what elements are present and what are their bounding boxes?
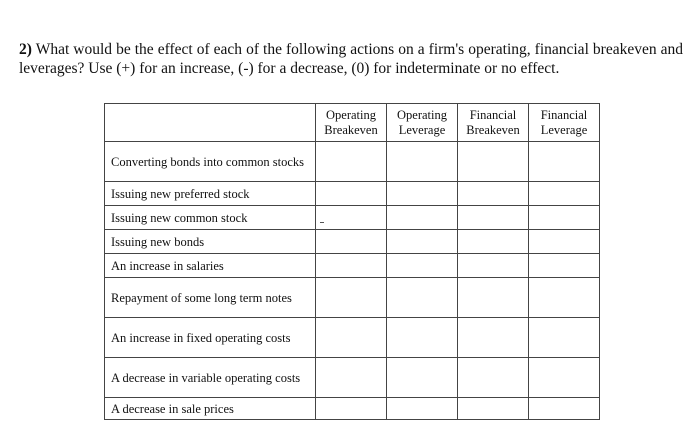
table-row <box>105 230 600 254</box>
answer-cell[interactable] <box>316 358 387 398</box>
row-label: An increase in salaries <box>105 254 316 278</box>
question-text <box>19 40 683 78</box>
answer-cell[interactable] <box>458 278 529 318</box>
table-row <box>105 254 600 278</box>
answer-cell[interactable] <box>316 142 387 182</box>
question-number: 2) <box>19 41 32 58</box>
answer-cell[interactable] <box>458 142 529 182</box>
answer-cell[interactable] <box>529 358 600 398</box>
answer-cell[interactable] <box>529 182 600 206</box>
table-row <box>105 206 600 230</box>
effects-table <box>104 103 600 420</box>
row-label: Issuing new common stock <box>105 206 316 230</box>
answer-cell[interactable] <box>529 254 600 278</box>
answer-cell[interactable] <box>529 230 600 254</box>
header-row <box>105 104 600 142</box>
answer-cell[interactable] <box>529 206 600 230</box>
answer-cell[interactable] <box>316 206 387 230</box>
column-header-operating-breakeven: Operating Breakeven <box>316 104 387 142</box>
answer-cell[interactable] <box>529 398 600 420</box>
column-header-financial-leverage: Financial Leverage <box>529 104 600 142</box>
answer-cell[interactable] <box>458 254 529 278</box>
answer-cell[interactable] <box>529 278 600 318</box>
answer-cell[interactable] <box>387 398 458 420</box>
row-label: Issuing new bonds <box>105 230 316 254</box>
pen-mark <box>320 222 324 223</box>
table-row <box>105 182 600 206</box>
row-label: Converting bonds into common stocks <box>105 142 316 182</box>
answer-cell[interactable] <box>387 230 458 254</box>
answer-cell[interactable] <box>458 358 529 398</box>
column-header-operating-leverage: Operating Leverage <box>387 104 458 142</box>
table-row <box>105 358 600 398</box>
answer-cell[interactable] <box>458 182 529 206</box>
question-body: What would be the effect of each of the following actions on a firm's operating, financial breakeven and leverages? Use (+) for an increase, (-) for a decrease, (0) for indeterminate or no effect. <box>19 41 683 77</box>
table-row <box>105 278 600 318</box>
corner-cell <box>105 104 316 142</box>
answer-cell[interactable] <box>316 278 387 318</box>
answer-cell[interactable] <box>387 278 458 318</box>
answer-cell[interactable] <box>316 398 387 420</box>
answer-cell[interactable] <box>458 398 529 420</box>
answer-cell[interactable] <box>458 318 529 358</box>
answer-cell[interactable] <box>316 318 387 358</box>
answer-cell[interactable] <box>529 142 600 182</box>
answer-cell[interactable] <box>316 230 387 254</box>
column-header-financial-breakeven: Financial Breakeven <box>458 104 529 142</box>
answer-cell[interactable] <box>387 182 458 206</box>
row-label: A decrease in sale prices <box>105 398 316 420</box>
answer-cell[interactable] <box>316 254 387 278</box>
row-label: An increase in fixed operating costs <box>105 318 316 358</box>
row-label: Issuing new preferred stock <box>105 182 316 206</box>
answer-cell[interactable] <box>387 254 458 278</box>
answer-cell[interactable] <box>387 318 458 358</box>
table-row <box>105 142 600 182</box>
table-row <box>105 398 600 420</box>
answer-cell[interactable] <box>458 230 529 254</box>
answer-cell[interactable] <box>529 318 600 358</box>
row-label: Repayment of some long term notes <box>105 278 316 318</box>
answer-cell[interactable] <box>387 358 458 398</box>
answer-cell[interactable] <box>387 142 458 182</box>
answer-cell[interactable] <box>458 206 529 230</box>
answer-cell[interactable] <box>316 182 387 206</box>
answer-cell[interactable] <box>387 206 458 230</box>
row-label: A decrease in variable operating costs <box>105 358 316 398</box>
table-row <box>105 318 600 358</box>
